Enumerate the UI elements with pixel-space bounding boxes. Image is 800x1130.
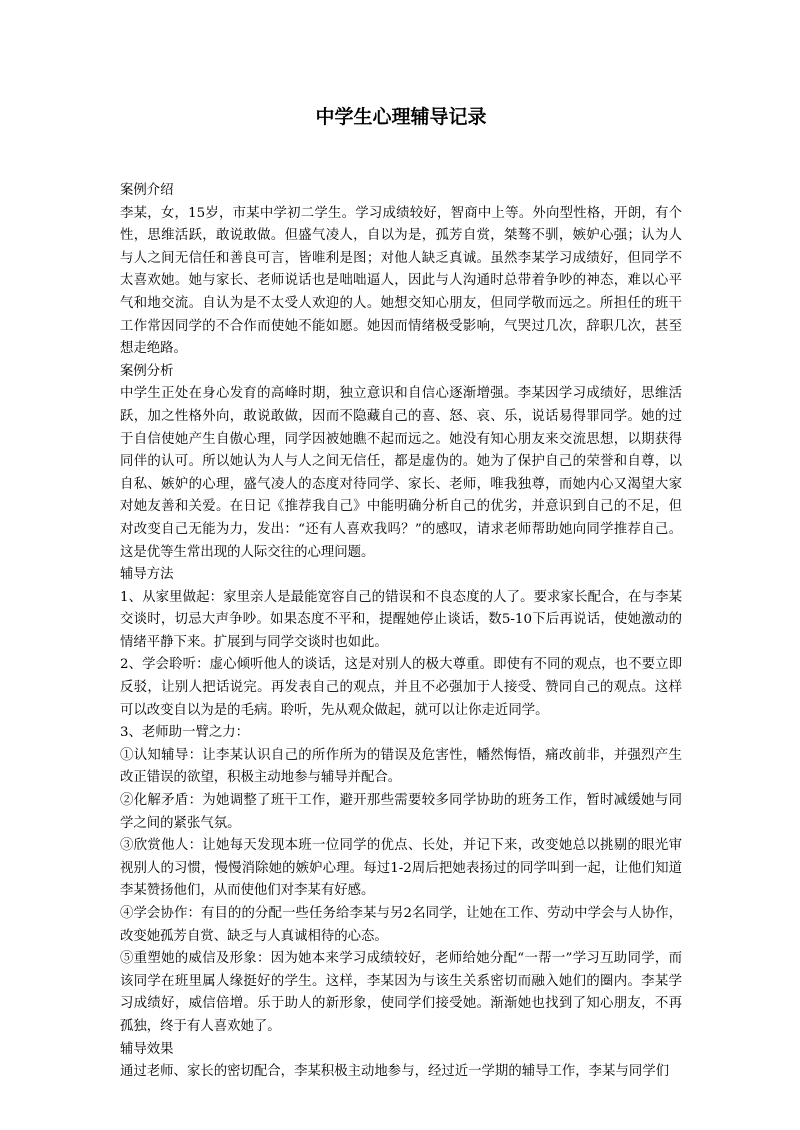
body-paragraph: 3、老师助一臂之力： [120, 725, 250, 741]
section-heading: 案例介绍 [120, 183, 174, 198]
section-heading: 辅导效果 [120, 1041, 174, 1057]
body-paragraph: ①认知辅导：让李某认识自己的所作所为的错误及危害性，幡然悔悟，痛改前非，并强烈产生改正错误的欲望，积极主动地参与辅导并配合。 [120, 747, 682, 786]
body-paragraph: 2、学会聆听：虚心倾听他人的谈话，这是对别人的极大尊重。即使有不同的观点，也不要立即反驳，让别人把话说完。再发表自己的观点，并且不必强加于人接受、赞同自己的观点。这样可以改变自以为是的毛病。聆听，先从观众做起，就可以让你走近同学。 [120, 657, 682, 718]
body-paragraph: ②化解矛盾：为她调整了班干工作，避开那些需要较多同学协助的班务工作，暂时减缓她与同学之间的紧张气氛。 [120, 793, 682, 831]
document-body [120, 180, 682, 1084]
body-paragraph: 李某，女，15岁，市某中学初二学生。学习成绩较好，智商中上等。外向型性格，开朗，有个性，思维活跃，敢说敢做。但盛气凌人，自以为是，孤芳自赏，桀骜不驯，嫉妒心强；认为人与人之间无信任和善良可言，皆唯利是图；对他人缺乏真诚。虽然李某学习成绩好，但同学不太喜欢她。她与家长、老师说话也是咄咄逼人，因此与人沟通时总带着争吵的神态，难以心平气和地交流。自认为是不太受人欢迎的人。她想交知心朋友，但同学敬而远之。所担任的班干工作常因同学的不合作而使她不能如愿。她因而情绪极受影响，气哭过几次，辞职几次，甚至想走绝路。 [120, 205, 682, 357]
document-title: 中学生心理辅导记录 [315, 106, 487, 128]
section-heading: 案例分析 [120, 363, 174, 379]
body-paragraph: 中学生正处在身心发育的高峰时期，独立意识和自信心逐渐增强。李某因学习成绩好，思维活跃，加之性格外向，敢说敢做，因而不隐藏自己的喜、怒、哀、乐，说话易得罪同学。她的过于自信使她产生自傲心理，同学因被她瞧不起而远之。她没有知心朋友来交流思想，以期获得同伴的认可。所以她认为人与人之间无信任，都是虚伪的。她为了保护自己的荣誉和自尊，以自私、嫉妒的心理，盛气凌人的态度对待同学、家长、老师，唯我独尊，而她内心又渴望大家对她友善和关爱。在日记《推荐我自己》中能明确分析自己的优劣，并意识到自己的不足，但对改变自己无能为力，发出：“还有人喜欢我吗？”的感叹，请求老师帮助她向同学推荐自己。这是优等生常出现的人际交往的心理问题。 [120, 386, 682, 560]
section-heading: 辅导方法 [120, 567, 174, 583]
body-paragraph: 1、从家里做起：家里亲人是最能宽容自己的错误和不良态度的人了。要求家长配合，在与李某交谈时，切忌大声争吵。如果态度不平和，提醒她停止谈话，数5-10下后再说话，使她激动的情绪平静下来。扩展到与同学交谈时也如此。 [120, 589, 682, 650]
body-paragraph: ⑤重塑她的威信及形象：因为她本来学习成绩较好，老师给她分配“一帮一”学习互助同学，而该同学在班里属人缘挺好的学生。这样，李某因为与该生关系密切而融入她们的圈内。李某学习成绩好，威信倍增。乐于助人的新形象，使同学们接受她。渐渐她也找到了知心朋友，不再孤独，终于有人喜欢她了。 [120, 951, 682, 1034]
body-paragraph: 通过老师、家长的密切配合，李某积极主动地参与，经过近一学期的辅导工作，李某与同学们 [120, 1064, 670, 1080]
body-paragraph: ④学会协作：有目的的分配一些任务给李某与另2名同学，让她在工作、劳动中学会与人协作，改变她孤芳自赏、缺乏与人真诚相待的心态。 [120, 906, 682, 944]
body-paragraph: ③欣赏他人：让她每天发现本班一位同学的优点、长处，并记下来，改变她总以挑剔的眼光审视别人的习惯，慢慢消除她的嫉妒心理。每过1-2周后把她表扬过的同学叫到一起，让他们知道李某赞扬他们，从而使他们对李某有好感。 [120, 838, 682, 899]
